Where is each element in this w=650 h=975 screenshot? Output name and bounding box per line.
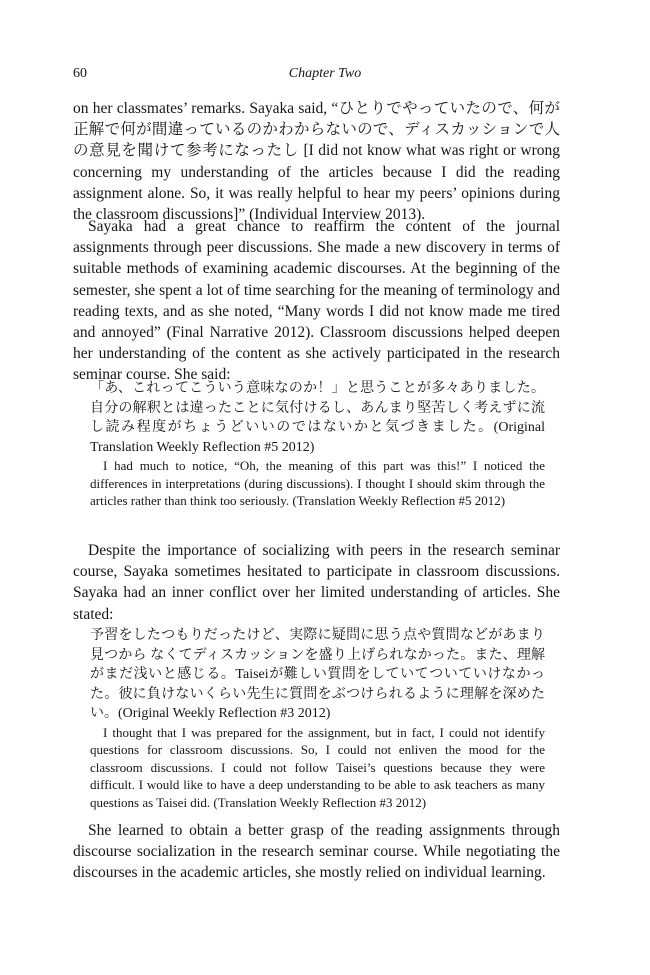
quote-original-japanese: 予習をしたつもりだったけど、実際に疑問に思う点や質問などがあまり見つから なくてディスカッションを盛り上げられなかった。また、理解がまだ浅いと感じる。Taiseiが難しい質問をしていてついていけなかった。彼に負けないくらい先生に質問をぶつけられるように理解を深めたい。(Original Weekly Reflection #3 2012) [90,628,545,721]
paragraph-text: She learned to obtain a better grasp of the reading assignments through discourse socialization in the research seminar course. While negotiating the discourses in the academic articles, she mostly relied on individual learning. [73,822,560,882]
body-paragraph [73,216,560,386]
paragraph-text: on her classmates’ remarks. Sayaka said, “ひとりでやっていたので、何が正解で何が間違っているのかわからないので、ディスカッションで人の意見を聞けて参考になったし [I did not know what was right or wrong concerning my understanding of the articles because I did the reading assignment alone. So, it was really helpful to hear my peers’ opinions during the classroom discussions]” (Individual Interview 2013). [73,100,560,224]
paragraph-text: Despite the importance of socializing with peers in the research seminar course, Sayaka sometimes hesitated to participate in classroom discussions. Sayaka had an inner conflict over her limited understanding of articles. She stated: [73,542,560,623]
body-paragraph [73,540,560,625]
body-paragraph [73,98,560,225]
body-paragraph [73,820,560,884]
quote-original-japanese: 「あ、これってこういう意味なのか！」と思うことが多々ありました。自分の解釈とは違ったことに気付けるし、あんまり堅苦しく考えずに流し読み程度がちょうどいいのではないかと気づきました。(Original Translation Weekly Reflection #5 2012) [90,381,545,455]
running-head: Chapter Two [288,66,362,81]
block-quote [90,379,545,510]
paragraph-text: Sayaka had a great chance to reaffirm the content of the journal assignments through peer discussions. She made a new discovery in terms of suitable methods of examining academic discourses. At the beginning of the semester, she spent a lot of time searching for the meaning of terminology and reading texts, and as she noted, “Many words I did not know made me tired and annoyed” (Final Narrative 2012). Classroom discussions helped deepen her understanding of the content as she actively participated in the research seminar course. She said: [73,218,560,384]
page-number: 60 [73,66,87,81]
quote-translation: I thought that I was prepared for the assignment, but in fact, I could not identify questions for classroom discussions. So, I could not enliven the mood for the classroom discussions. I could not follow Taisei’s questions because they were difficult. I would like to have a deep understanding to be able to ask teachers as many questions as Taisei did. (Translation Weekly Reflection #3 2012) [90,724,545,810]
block-quote [90,626,545,811]
quote-translation: I had much to notice, “Oh, the meaning of this part was this!” I noticed the differences in interpretations (during discussions). I thought I should skim through the articles rather than think too seriously. (Translation Weekly Reflection #5 2012) [90,458,545,509]
